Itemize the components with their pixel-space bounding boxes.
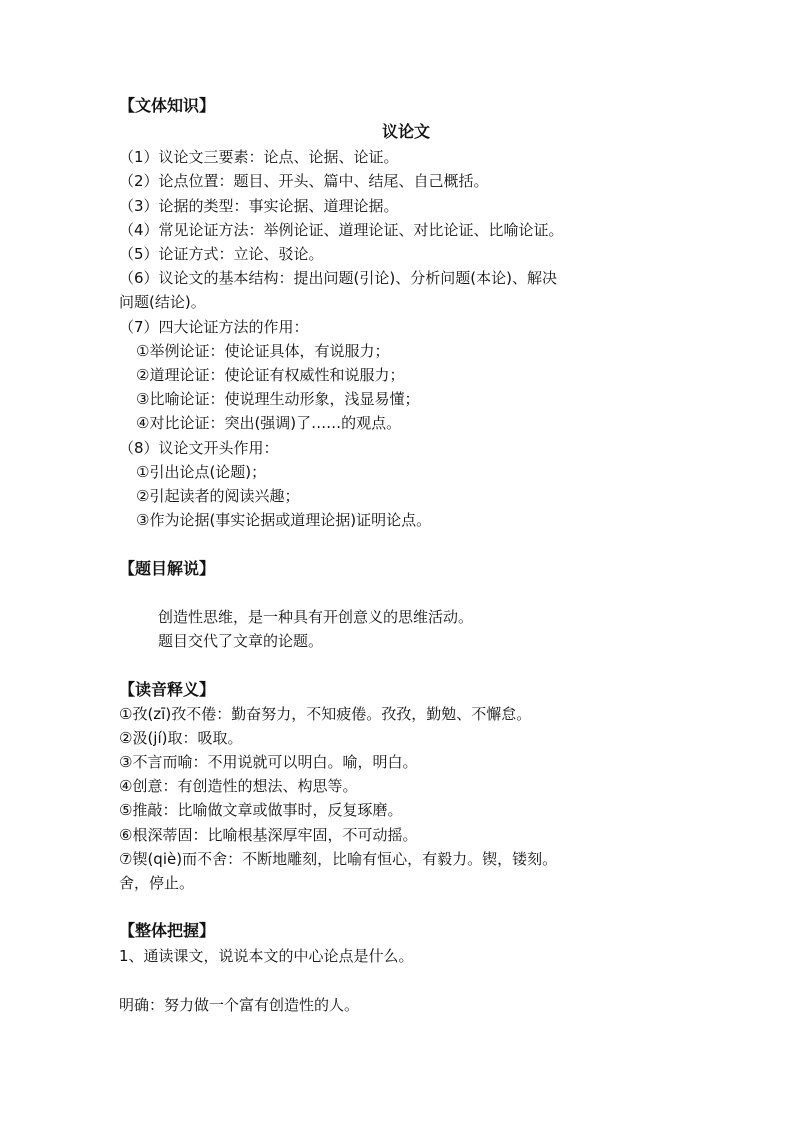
text-line: （7）四大论证方法的作用：: [119, 318, 309, 336]
text-line: （3）论据的类型：事实论据、道理论据。: [119, 197, 399, 215]
text-line: 舍，停止。: [119, 874, 195, 892]
text-line: ①孜(zī)孜不倦：勤奋努力，不知疲倦。孜孜，勤勉、不懈怠。: [119, 705, 532, 723]
text-line: ②汲(jí)取：吸取。: [119, 729, 243, 747]
text-line: 题目交代了文章的论题。: [158, 632, 324, 650]
text-line: ③作为论据(事实论据或道理论据)证明论点。: [136, 511, 432, 529]
text-line: （2）论点位置：题目、开头、篇中、结尾、自己概括。: [119, 172, 489, 190]
text-line: （6）议论文的基本结构：提出问题(引论)、分析问题(本论)、解决: [119, 269, 557, 287]
section-heading-zhengti: 【整体把握】: [119, 921, 216, 940]
text-line: 创造性思维，是一种具有开创意义的思维活动。: [158, 608, 474, 626]
text-line: ③不言而喻：不用说就可以明白。喻，明白。: [119, 753, 418, 771]
text-line: ⑥根深蒂固：比喻根基深厚牢固，不可动摇。: [119, 826, 418, 844]
answer-text: 明确：努力做一个富有创造性的人。: [119, 996, 360, 1014]
section-heading-wenti: 【文体知识】: [119, 96, 216, 115]
text-line: （4）常见论证方法：举例论证、道理论证、对比论证、比喻论证。: [119, 221, 564, 239]
question-text: 1、通读课文，说说本文的中心论点是什么。: [119, 947, 414, 965]
text-line: ①引出论点(论题)；: [136, 463, 267, 481]
text-line: 问题(结论)。: [119, 293, 206, 311]
text-line: （8）议论文开头作用：: [119, 439, 279, 457]
text-line: ③比喻论证：使说理生动形象，浅显易懂；: [136, 390, 420, 408]
text-line: ④对比论证：突出(强调)了……的观点。: [136, 414, 402, 432]
text-line: （1）议论文三要素：论点、论据、论证。: [119, 148, 399, 166]
section-heading-duyin: 【读音释义】: [119, 680, 216, 699]
text-line: ②道理论证：使论证有权威性和说服力；: [136, 366, 405, 384]
text-line: ⑤推敲：比喻做文章或做事时，反复琢磨。: [119, 801, 403, 819]
text-line: （5）论证方式：立论、驳论。: [119, 245, 324, 263]
text-line: ①举例论证：使论证具体，有说服力；: [136, 342, 390, 360]
text-line: ⑦锲(qiè)而不舍：不断地雕刻，比喻有恒心，有毅力。锲，镂刻。: [119, 850, 558, 868]
section-title: 议论文: [382, 122, 431, 141]
section-heading-timu: 【题目解说】: [119, 559, 216, 578]
text-line: ④创意：有创造性的想法、构思等。: [119, 777, 358, 795]
text-line: ②引起读者的阅读兴趣；: [136, 487, 300, 505]
